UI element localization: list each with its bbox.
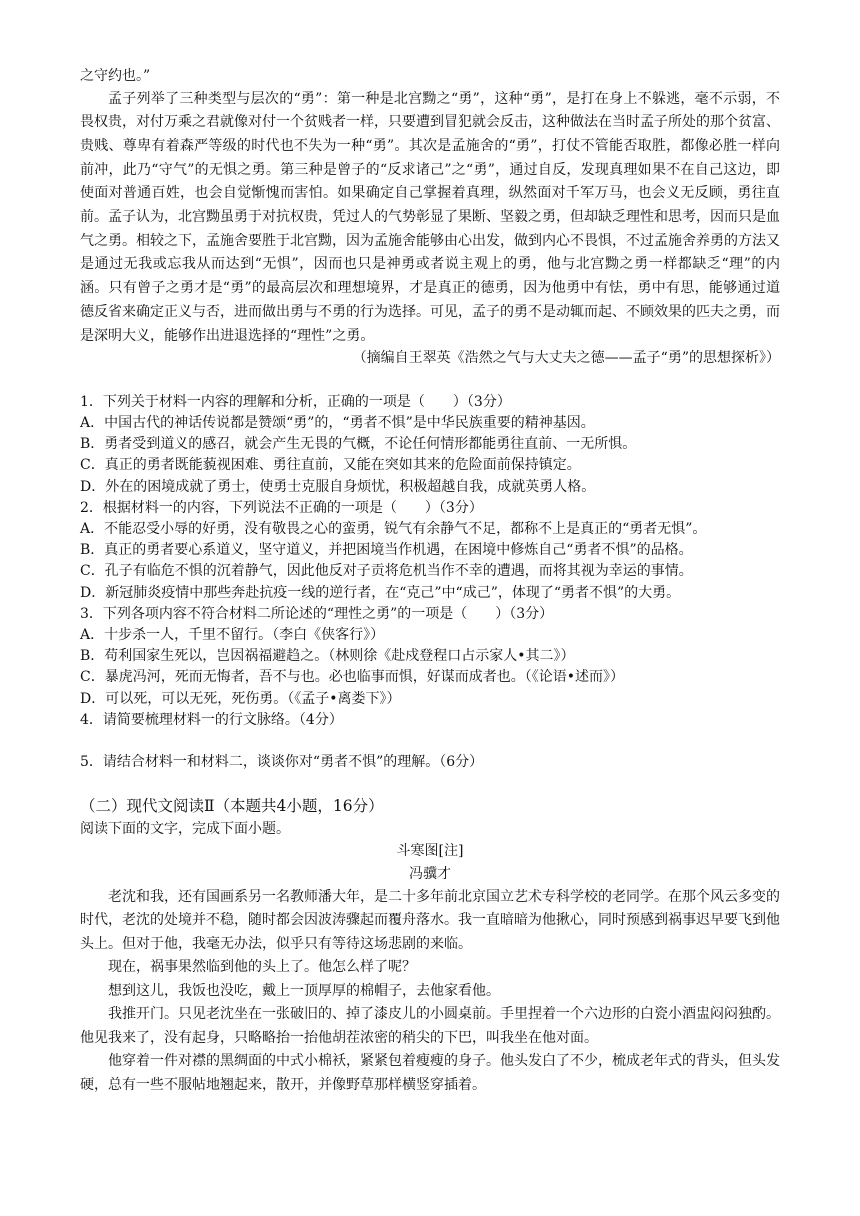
option-2a: A．不能忍受小辱的好勇，没有敬畏之心的蛮勇，锐气有余静气不足，都称不上是真正的“勇者无惧”。 <box>80 520 707 537</box>
story-body <box>80 886 780 1098</box>
option-2d: D．新冠肺炎疫情中那些奔赴抗疫一线的逆行者，在“克己”中“成己”，体现了“勇者不惧”的大勇。 <box>80 584 681 601</box>
question-4: 4．请简要梳理材料一的行文脉络。（4分） <box>80 711 343 728</box>
option-1a: A．中国古代的神话传说都是赞颂“勇”的，“勇者不惧”是中华民族重要的精神基因。 <box>80 414 595 431</box>
option-2c: C．孔子有临危不惧的沉着静气，因此他反对子贡将危机当作不幸的遭遇，而将其视为幸运的事情。 <box>80 563 693 580</box>
story-author: 冯骥才 <box>409 865 451 882</box>
option-1c: C．真正的勇者既能藐视困难、勇往直前，又能在突如其来的危险面前保持镇定。 <box>80 457 581 474</box>
option-1d: D．外在的困境成就了勇士，使勇士克服自身烦忧，积极超越自我，成就英勇人格。 <box>80 478 596 495</box>
story-title: 斗寒图[注] <box>396 842 464 859</box>
question-2: 2．根据材料一的内容，下列说法不正确的一项是（ ）（3分） <box>80 499 483 516</box>
option-3d: D．可以死，可以无死，死伤勇。（《孟子•离娄下》） <box>80 690 401 707</box>
option-3a: A．十步杀一人，千里不留行。（李白《侠客行》） <box>80 626 385 643</box>
story-paragraph-4: 我推开门。只见老沈坐在一张破旧的、掉了漆皮儿的小圆桌前。手里捏着一个六边形的白瓷小酒盅闷闷独酌。他见我来了，没有起身，只略略抬一抬他胡茬浓密的稍尖的下巴，叫我坐在他对面。 <box>80 1006 780 1046</box>
section-2-instruction: 阅读下面的文字，完成下面小题。 <box>80 820 290 837</box>
material1-first-line: 之守约也。” <box>80 68 151 84</box>
document-page <box>80 66 780 1097</box>
material1-source: （摘编自王翠英《浩然之气与大丈夫之德——孟子“勇”的思想探析》） <box>352 350 780 367</box>
story-paragraph-2: 现在，祸事果然临到他的头上了。他怎么样了呢？ <box>108 959 416 976</box>
story-paragraph-3: 想到这儿，我饭也没吃，戴上一顶厚厚的棉帽子，去他家看他。 <box>108 982 500 999</box>
question-1: 1．下列关于材料一内容的理解和分析，正确的一项是（ ）（3分） <box>80 393 511 410</box>
option-1b: B．勇者受到道义的感召，就会产生无畏的气概，不论任何情形都能勇往直前、一无所惧。 <box>80 436 637 453</box>
question-3: 3．下列各项内容不符合材料二所论述的“理性之勇”的一项是（ ）（3分） <box>80 605 554 622</box>
story-paragraph-5: 他穿着一件对襟的黑绸面的中式小棉袄，紧紧包着瘦瘦的身子。他头发白了不少，梳成老年式的背头，但头发硬，总有一些不服帖地翘起来，散开，并像野草那样横竖穿插着。 <box>80 1053 780 1093</box>
option-3b: B．苟利国家生死以，岂因祸福避趋之。（林则徐《赴戍登程口占示家人•其二》） <box>80 648 575 665</box>
option-2b: B．真正的勇者要心系道义，坚守道义，并把困境当作机遇，在困境中修炼自己“勇者不惧”的品格。 <box>80 542 693 559</box>
option-3c: C．暴虎冯河，死而无悔者，吾不与也。必也临事而惧，好谋而成者也。（《论语•述而》） <box>80 669 624 686</box>
question-list <box>80 392 780 774</box>
section-2-title: （二）现代文阅读Ⅱ（本题共4小题，16分） <box>80 796 384 815</box>
story-paragraph-1: 老沈和我，还有国画系另一名教师潘大年，是二十多年前北京国立艺术专科学校的老同学。在那个风云多变的时代，老沈的处境并不稳，随时都会因波涛骤起而覆舟落水。我一直暗暗为他揪心，同时预感到祸事迟早要飞到他头上。但对于他，我毫无办法，似乎只有等待这场悲剧的来临。 <box>80 888 780 952</box>
material1-paragraph: 孟子列举了三种类型与层次的“勇”：第一种是北宫黝之“勇”，这种“勇”，是打在身上不躲逃，毫不示弱，不畏权贵，对付万乘之君就像对付一个贫贱者一样，只要遭到冒犯就会反击，这种做法在当时孟子所处的那个贫富、贵贱、尊卑有着森严等级的时代也不失为一种“勇”。其次是孟施舍的“勇”，打仗不管能否取胜，都像必胜一样向前冲，此乃“守气”的无惧之勇。第三种是曾子的“反求诸己”之“勇”，通过自反，发现真理如果不在自己这边，即使面对普通百姓，也会自觉惭愧而害怕。如果确定自己掌握着真理，纵然面对千军万马，也会义无反顾，勇往直前。孟子认为，北宫黝虽勇于对抗权贵，凭过人的气势彰显了果断、坚毅之勇，但却缺乏理性和思考，因而只是血气之勇。相较之下，孟施舍要胜于北宫黝，因为孟施舍能够由心出发，做到内心不畏惧，不过孟施舍养勇的方法又是通过无我或忘我从而达到“无惧”，因而也只是神勇或者说主观上的勇，他与北宫黝之勇一样都缺乏“理”的内涵。只有曾子之勇才是“勇”的最高层次和理想境界，才是真正的德勇，因为他勇中有怯，勇中有思，能够通过道德反省来确定正义与否，进而做出勇与不勇的行为选择。可见，孟子的勇不是动辄而起、不顾效果的匹夫之勇，而是深明大义，能够作出进退选择的“理性”之勇。 <box>80 90 780 344</box>
question-5: 5．请结合材料一和材料二，谈谈你对“勇者不惧”的理解。（6分） <box>80 754 484 771</box>
